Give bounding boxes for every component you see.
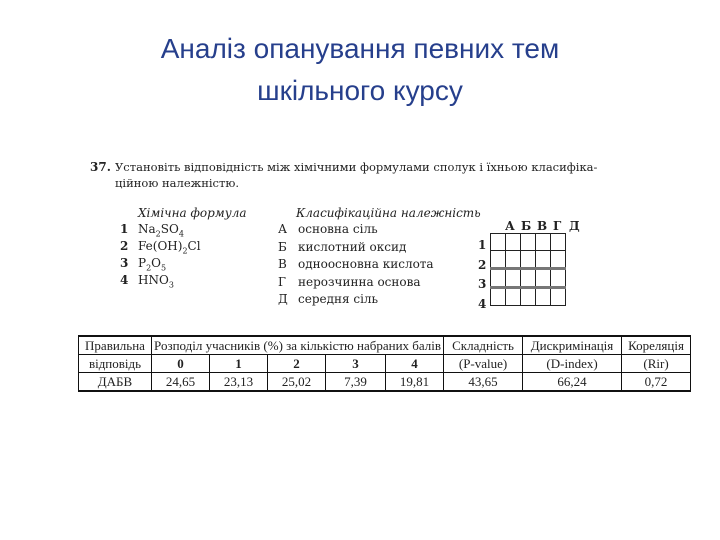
h-distribution: Розподіл учасників (%) за кількістю набраних балів	[152, 336, 444, 355]
h-pvalue: Складність	[444, 336, 523, 355]
class-letter: Б	[278, 239, 287, 254]
h-rir: Кореляція	[622, 336, 691, 355]
dindex-cell: 66,24	[523, 373, 622, 392]
question-text-2: ційною належністю.	[115, 176, 240, 190]
dist-cell: 24,65	[152, 373, 210, 392]
class-text: одноосновна кислота	[298, 257, 434, 271]
h-rir-2: (Rir)	[622, 355, 691, 373]
class-text: основна сіль	[298, 222, 378, 236]
score-1: 1	[210, 355, 268, 373]
h-dindex: Дискримінація	[523, 336, 622, 355]
formula-number: 4	[120, 273, 129, 287]
slide-title-line1: Аналіз опанування певних тем	[160, 33, 560, 64]
grid-row: 2	[478, 257, 487, 272]
class-text: кислотний оксид	[298, 239, 407, 254]
dist-cell: 7,39	[326, 373, 386, 392]
grid-col: А	[505, 219, 515, 233]
grid-col: В	[537, 219, 548, 233]
grid-row-headers	[478, 236, 488, 314]
class-header: Класифікаційна належність	[296, 206, 481, 220]
grid-col: Д	[569, 219, 580, 233]
dist-cell: 19,81	[386, 373, 444, 392]
score-3: 3	[326, 355, 386, 373]
question-number: 37.	[90, 160, 111, 174]
score-2: 2	[268, 355, 326, 373]
dist-cell: 25,02	[268, 373, 326, 392]
grid-col: Б	[521, 219, 532, 233]
answer-grid	[490, 233, 566, 306]
formula-number: 1	[120, 222, 129, 236]
class-letter: А	[278, 222, 288, 236]
formula: $HNO_3$	[138, 273, 174, 290]
rir-cell: 0,72	[622, 373, 691, 392]
score-4: 4	[386, 355, 444, 373]
h-correct-2: відповідь	[79, 355, 152, 373]
class-letter: В	[278, 257, 287, 271]
dist-cell: 23,13	[210, 373, 268, 392]
score-0: 0	[152, 355, 210, 373]
formula: $P_2O_5$	[138, 256, 167, 273]
class-text: нерозчинна основа	[298, 274, 421, 289]
h-dindex-2: (D-index)	[523, 355, 622, 373]
pvalue-cell: 43,65	[444, 373, 523, 392]
grid-row: 1	[478, 238, 487, 252]
answer-cell: ДАБВ	[79, 373, 152, 392]
h-pvalue-2: (P-value)	[444, 355, 523, 373]
formula-number: 2	[120, 239, 129, 253]
formula: $Na_2SO_4$	[138, 222, 184, 239]
formula-header: Хімічна формула	[138, 206, 247, 220]
h-correct: Правильна	[79, 336, 152, 355]
grid-row: 3	[478, 277, 487, 291]
grid-col: Г	[553, 219, 562, 233]
grid-col-headers	[505, 219, 585, 233]
question-text-1: Установіть відповідність між хімічними формулами сполук і їхньою класифіка-	[115, 160, 598, 174]
class-letter: Г	[278, 274, 286, 289]
class-text: середня сіль	[298, 292, 379, 306]
formula: $Fe(OH)_2Cl$	[138, 239, 201, 256]
statistics-table	[78, 335, 691, 392]
class-letter: Д	[278, 292, 288, 306]
formula-number: 3	[120, 256, 129, 270]
grid-row: 4	[478, 296, 487, 311]
slide-title-line2: шкільного курсу	[257, 75, 463, 106]
